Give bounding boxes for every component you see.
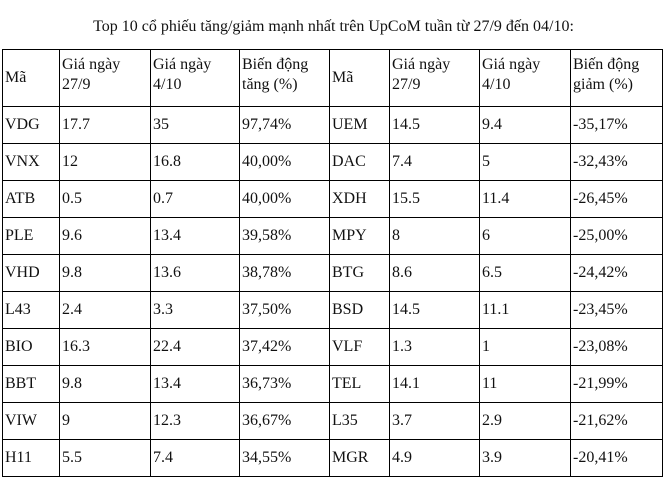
loser-code-cell: DAC xyxy=(330,144,390,181)
gainer-price-end-cell: 3.3 xyxy=(151,292,240,329)
page-title: Top 10 cổ phiếu tăng/giảm mạnh nhất trên UpCoM tuần từ 27/9 đến 04/10: xyxy=(93,18,574,35)
loser-change-cell: -24,42% xyxy=(571,255,663,292)
gainer-price-start-cell: 0.5 xyxy=(60,181,151,218)
gainer-price-start-cell: 12 xyxy=(60,144,151,181)
stock-table xyxy=(2,49,663,477)
loser-price-start-cell: 14.1 xyxy=(390,366,480,403)
gainer-change-cell: 34,55% xyxy=(240,440,330,477)
loser-price-start-cell: 4.9 xyxy=(390,440,480,477)
gainer-change-cell: 37,50% xyxy=(240,292,330,329)
loser-price-end-cell: 11.1 xyxy=(480,292,571,329)
loser-change-cell: -20,41% xyxy=(571,440,663,477)
gainer-code-cell: ATB xyxy=(3,181,60,218)
gainer-price-end-cell: 0.7 xyxy=(151,181,240,218)
gainer-code-cell: H11 xyxy=(3,440,60,477)
loser-price-end-cell: 11 xyxy=(480,366,571,403)
header-price-start-gainers: Giá ngày 27/9 xyxy=(60,50,151,107)
gainer-price-start-cell: 16.3 xyxy=(60,329,151,366)
gainer-change-cell: 36,67% xyxy=(240,403,330,440)
table-row xyxy=(3,255,663,292)
gainer-code-cell: VHD xyxy=(3,255,60,292)
table-header-row xyxy=(3,50,663,107)
table-row xyxy=(3,144,663,181)
loser-code-cell: BSD xyxy=(330,292,390,329)
loser-price-end-cell: 11.4 xyxy=(480,181,571,218)
gainer-code-cell: BIO xyxy=(3,329,60,366)
loser-price-start-cell: 14.5 xyxy=(390,292,480,329)
loser-price-start-cell: 8.6 xyxy=(390,255,480,292)
table-row xyxy=(3,218,663,255)
gainer-code-cell: BBT xyxy=(3,366,60,403)
loser-code-cell: VLF xyxy=(330,329,390,366)
gainer-code-cell: VIW xyxy=(3,403,60,440)
gainer-price-end-cell: 22.4 xyxy=(151,329,240,366)
gainer-price-start-cell: 17.7 xyxy=(60,107,151,144)
gainer-price-end-cell: 12.3 xyxy=(151,403,240,440)
loser-code-cell: L35 xyxy=(330,403,390,440)
header-code-gainers: Mã xyxy=(3,50,60,107)
gainer-price-start-cell: 9.8 xyxy=(60,366,151,403)
loser-code-cell: TEL xyxy=(330,366,390,403)
gainer-price-start-cell: 9.6 xyxy=(60,218,151,255)
header-price-start-losers: Giá ngày 27/9 xyxy=(390,50,480,107)
table-row xyxy=(3,329,663,366)
header-change-gainers: Biến động tăng (%) xyxy=(240,50,330,107)
gainer-price-end-cell: 13.4 xyxy=(151,218,240,255)
loser-price-start-cell: 15.5 xyxy=(390,181,480,218)
table-row xyxy=(3,292,663,329)
gainer-price-start-cell: 2.4 xyxy=(60,292,151,329)
gainer-change-cell: 97,74% xyxy=(240,107,330,144)
loser-code-cell: UEM xyxy=(330,107,390,144)
loser-price-end-cell: 5 xyxy=(480,144,571,181)
loser-price-end-cell: 6 xyxy=(480,218,571,255)
loser-price-end-cell: 3.9 xyxy=(480,440,571,477)
loser-code-cell: MGR xyxy=(330,440,390,477)
gainer-code-cell: VDG xyxy=(3,107,60,144)
loser-code-cell: MPY xyxy=(330,218,390,255)
gainer-code-cell: VNX xyxy=(3,144,60,181)
gainer-change-cell: 36,73% xyxy=(240,366,330,403)
table-row xyxy=(3,403,663,440)
gainer-price-start-cell: 9.8 xyxy=(60,255,151,292)
gainer-price-end-cell: 13.6 xyxy=(151,255,240,292)
loser-change-cell: -23,45% xyxy=(571,292,663,329)
loser-price-end-cell: 1 xyxy=(480,329,571,366)
header-code-losers: Mã xyxy=(330,50,390,107)
loser-price-start-cell: 7.4 xyxy=(390,144,480,181)
loser-change-cell: -25,00% xyxy=(571,218,663,255)
gainer-price-start-cell: 5.5 xyxy=(60,440,151,477)
loser-price-start-cell: 3.7 xyxy=(390,403,480,440)
table-row xyxy=(3,366,663,403)
gainer-price-end-cell: 16.8 xyxy=(151,144,240,181)
gainer-code-cell: L43 xyxy=(3,292,60,329)
table-row xyxy=(3,440,663,477)
loser-price-start-cell: 14.5 xyxy=(390,107,480,144)
loser-change-cell: -35,17% xyxy=(571,107,663,144)
loser-code-cell: XDH xyxy=(330,181,390,218)
loser-price-end-cell: 6.5 xyxy=(480,255,571,292)
loser-change-cell: -32,43% xyxy=(571,144,663,181)
loser-price-start-cell: 8 xyxy=(390,218,480,255)
header-change-losers: Biến động giảm (%) xyxy=(571,50,663,107)
loser-change-cell: -21,99% xyxy=(571,366,663,403)
gainer-change-cell: 40,00% xyxy=(240,144,330,181)
loser-price-start-cell: 1.3 xyxy=(390,329,480,366)
gainer-price-end-cell: 13.4 xyxy=(151,366,240,403)
gainer-price-end-cell: 35 xyxy=(151,107,240,144)
gainer-change-cell: 40,00% xyxy=(240,181,330,218)
gainer-change-cell: 39,58% xyxy=(240,218,330,255)
gainer-change-cell: 37,42% xyxy=(240,329,330,366)
loser-code-cell: BTG xyxy=(330,255,390,292)
table-row xyxy=(3,107,663,144)
header-price-end-losers: Giá ngày 4/10 xyxy=(480,50,571,107)
gainer-price-start-cell: 9 xyxy=(60,403,151,440)
table-row xyxy=(3,181,663,218)
header-price-end-gainers: Giá ngày 4/10 xyxy=(151,50,240,107)
gainer-price-end-cell: 7.4 xyxy=(151,440,240,477)
gainer-code-cell: PLE xyxy=(3,218,60,255)
loser-change-cell: -26,45% xyxy=(571,181,663,218)
loser-change-cell: -23,08% xyxy=(571,329,663,366)
loser-change-cell: -21,62% xyxy=(571,403,663,440)
loser-price-end-cell: 9.4 xyxy=(480,107,571,144)
gainer-change-cell: 38,78% xyxy=(240,255,330,292)
loser-price-end-cell: 2.9 xyxy=(480,403,571,440)
